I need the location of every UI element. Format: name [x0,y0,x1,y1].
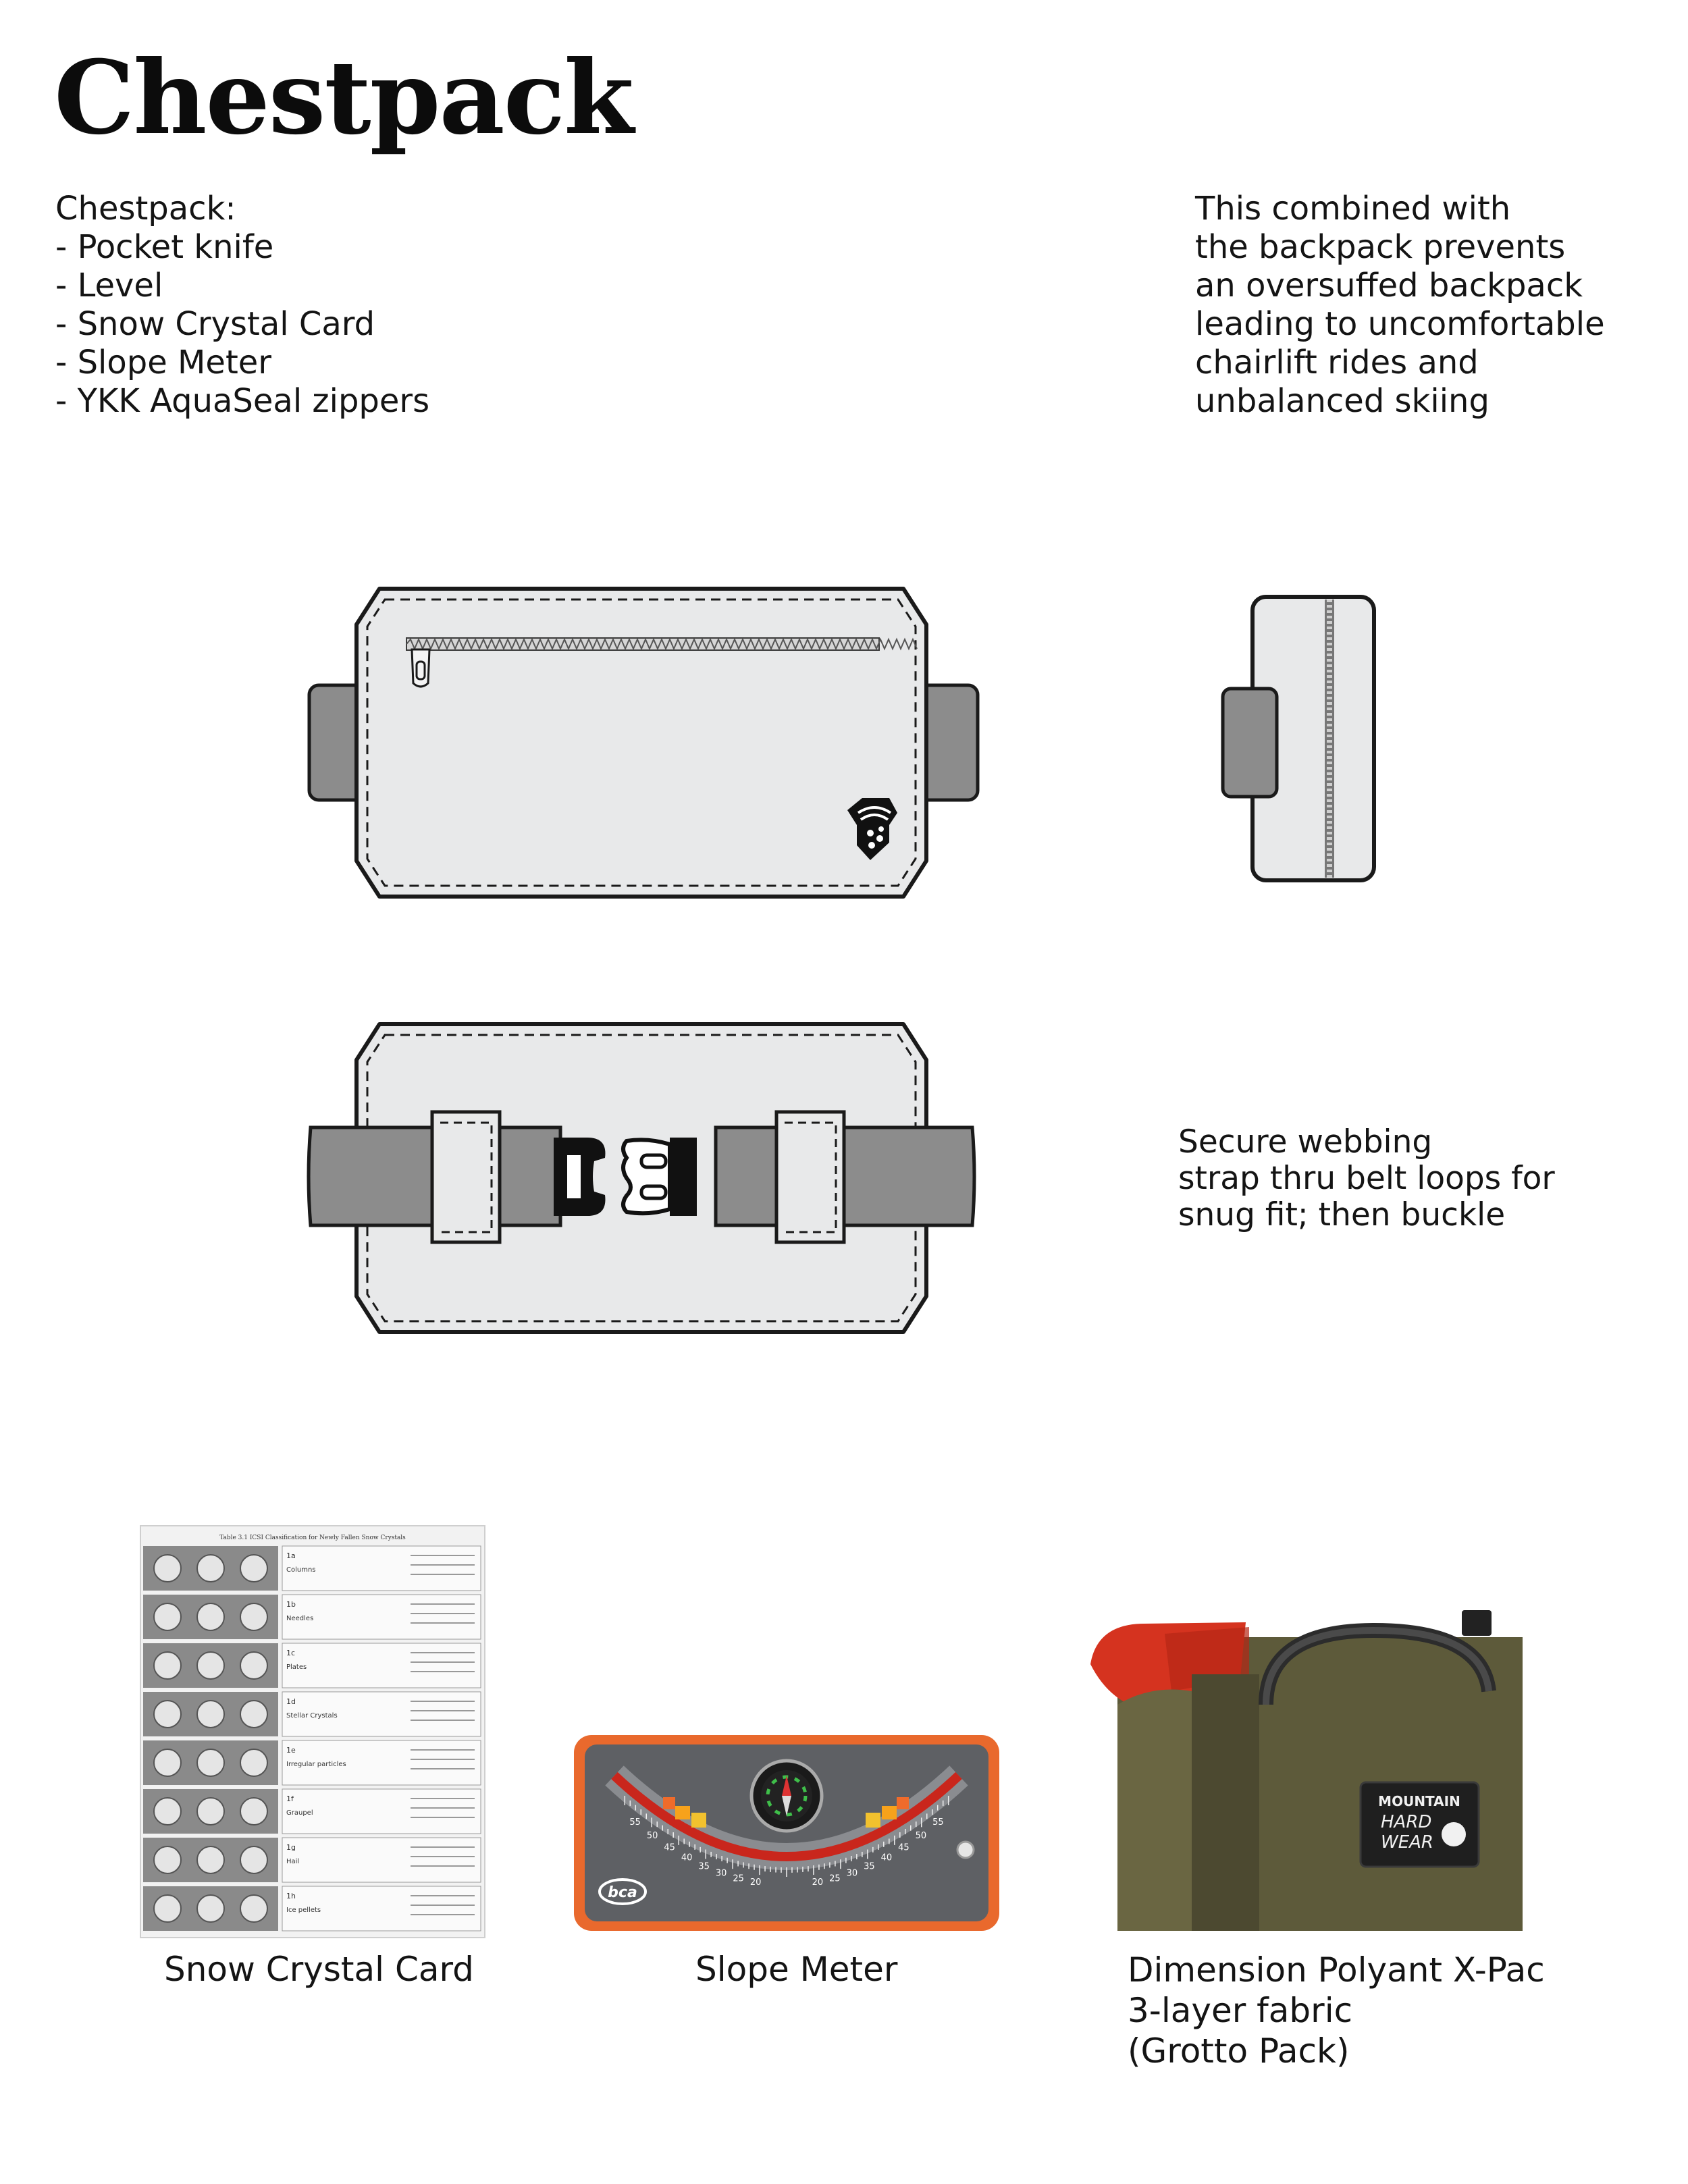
meter-scale-label: 50 [915,1830,927,1841]
note-backpack-combination [1195,190,1605,421]
note-line: the backpack prevents [1195,228,1566,266]
card-row-code: 1f [286,1794,294,1803]
crystal-sample-icon [240,1895,267,1922]
slope-meter-image [574,1735,999,1931]
card-row-name: Plates [286,1663,307,1671]
note-line: strap thru belt loops for [1178,1160,1555,1197]
feature-item: - Pocket knife [55,228,274,266]
meter-scale-label: 45 [898,1842,909,1853]
crystal-sample-icon [154,1798,181,1825]
card-table-title: Table 3.1 ICSI Classification for Newly Fallen Snow Crystals [219,1535,406,1541]
card-row [143,1838,481,1882]
card-row-name: Stellar Crystals [286,1712,338,1720]
meter-scale-label: 20 [812,1877,824,1888]
crystal-sample-icon [240,1846,267,1873]
card-row-name: Hail [286,1858,300,1865]
snow-crystal-card-image [140,1526,485,1938]
note-line: chairlift rides and [1195,344,1479,381]
belt-loop-left [432,1112,500,1242]
side-strap [1223,689,1277,797]
meter-scale-label: 30 [846,1868,858,1879]
crystal-sample-icon [240,1603,267,1630]
card-row-code: 1d [286,1697,296,1706]
meter-scale-label: 40 [880,1853,893,1863]
chestpack-back-view [297,1023,993,1333]
card-row-name: Irregular particles [286,1761,346,1768]
buckle-icon [554,1138,697,1216]
crystal-sample-icon [197,1749,224,1776]
card-row-name: Ice pellets [286,1907,321,1914]
meter-brand: bca [608,1884,637,1901]
meter-scale-label: 30 [715,1868,727,1879]
meter-scale-label: 25 [733,1873,744,1884]
crystal-sample-icon [197,1798,224,1825]
fabric-caption [1128,1950,1545,2071]
slope-meter-caption: Slope Meter [695,1950,898,1989]
patch-logo-icon [1442,1822,1466,1846]
card-row [143,1692,481,1736]
fabric-caption-line: 3-layer fabric [1128,1991,1353,2030]
crystal-sample-icon [154,1701,181,1728]
card-row-code: 1a [286,1551,296,1560]
card-row-code: 1h [286,1892,296,1900]
card-row-code: 1c [286,1649,296,1657]
meter-scale-label: 25 [829,1873,841,1884]
card-row-name: Graupel [286,1809,313,1817]
card-row-code: 1g [286,1843,296,1852]
feature-item: - YKK AquaSeal zippers [55,382,430,420]
crystal-sample-icon [197,1895,224,1922]
crystal-sample-icon [154,1846,181,1873]
card-row-name: Columns [286,1566,316,1574]
card-row-name: Needles [286,1615,314,1622]
crystal-sample-icon [154,1652,181,1679]
feature-item: - Level [55,267,163,304]
crystal-sample-icon [240,1798,267,1825]
fabric-caption-line: (Grotto Pack) [1128,2031,1350,2071]
chestpack-side-view [1219,594,1381,891]
meter-scale-label: 20 [749,1877,762,1888]
crystal-sample-icon [240,1652,267,1679]
compass-icon [751,1761,822,1831]
meter-scale-label: 40 [681,1853,693,1863]
feature-list [55,190,429,421]
note-line: snug fit; then buckle [1178,1196,1506,1233]
card-row [143,1886,481,1931]
card-row-code: 1b [286,1600,296,1609]
feature-item: - Snow Crystal Card [55,305,375,343]
note-line: Secure webbing [1178,1123,1433,1161]
zipper-pull-icon [412,649,429,687]
crystal-sample-icon [197,1846,224,1873]
patch-line: MOUNTAIN [1378,1793,1460,1809]
belt-loop-right [776,1112,844,1242]
meter-scale-label: 45 [664,1842,675,1853]
card-row [143,1789,481,1834]
card-row [143,1595,481,1639]
meter-scale-label: 35 [698,1861,710,1872]
note-line: This combined with [1195,190,1511,228]
feature-list-heading: Chestpack: [55,190,236,228]
meter-scale-label: 50 [646,1830,658,1841]
meter-scale-label: 35 [864,1861,875,1872]
page-title: Chestpack [54,38,633,157]
crystal-sample-icon [154,1895,181,1922]
card-row [143,1643,481,1688]
patch-line: HARD [1381,1812,1432,1832]
crystal-sample-icon [154,1603,181,1630]
crystal-sample-icon [240,1749,267,1776]
meter-scale-label: 55 [932,1817,944,1828]
crystal-sample-icon [240,1701,267,1728]
crystal-sample-icon [154,1555,181,1582]
chestpack-front-view [297,587,993,898]
card-row-code: 1e [286,1746,296,1755]
meter-scale-label: 55 [629,1817,641,1828]
patch-line: WEAR [1381,1832,1433,1853]
fabric-photo [1084,1610,1523,1931]
lanyard-hole [957,1842,974,1858]
card-row [143,1740,481,1785]
fabric-caption-line: Dimension Polyant X-Pac [1128,1950,1545,1990]
pack-body [357,589,926,897]
crystal-sample-icon [197,1555,224,1582]
snow-crystal-card-caption: Snow Crystal Card [164,1950,474,1989]
crystal-sample-icon [197,1652,224,1679]
crystal-sample-icon [240,1555,267,1582]
crystal-sample-icon [197,1701,224,1728]
card-row [143,1546,481,1591]
note-line: an oversuffed backpack [1195,267,1583,304]
mountain-hardwear-patch [1361,1782,1479,1867]
note-line: unbalanced skiing [1195,382,1489,420]
note-webbing-strap [1178,1124,1555,1233]
feature-item: - Slope Meter [55,344,272,381]
crystal-sample-icon [154,1749,181,1776]
crystal-sample-icon [197,1603,224,1630]
note-line: leading to uncomfortable [1195,305,1605,343]
